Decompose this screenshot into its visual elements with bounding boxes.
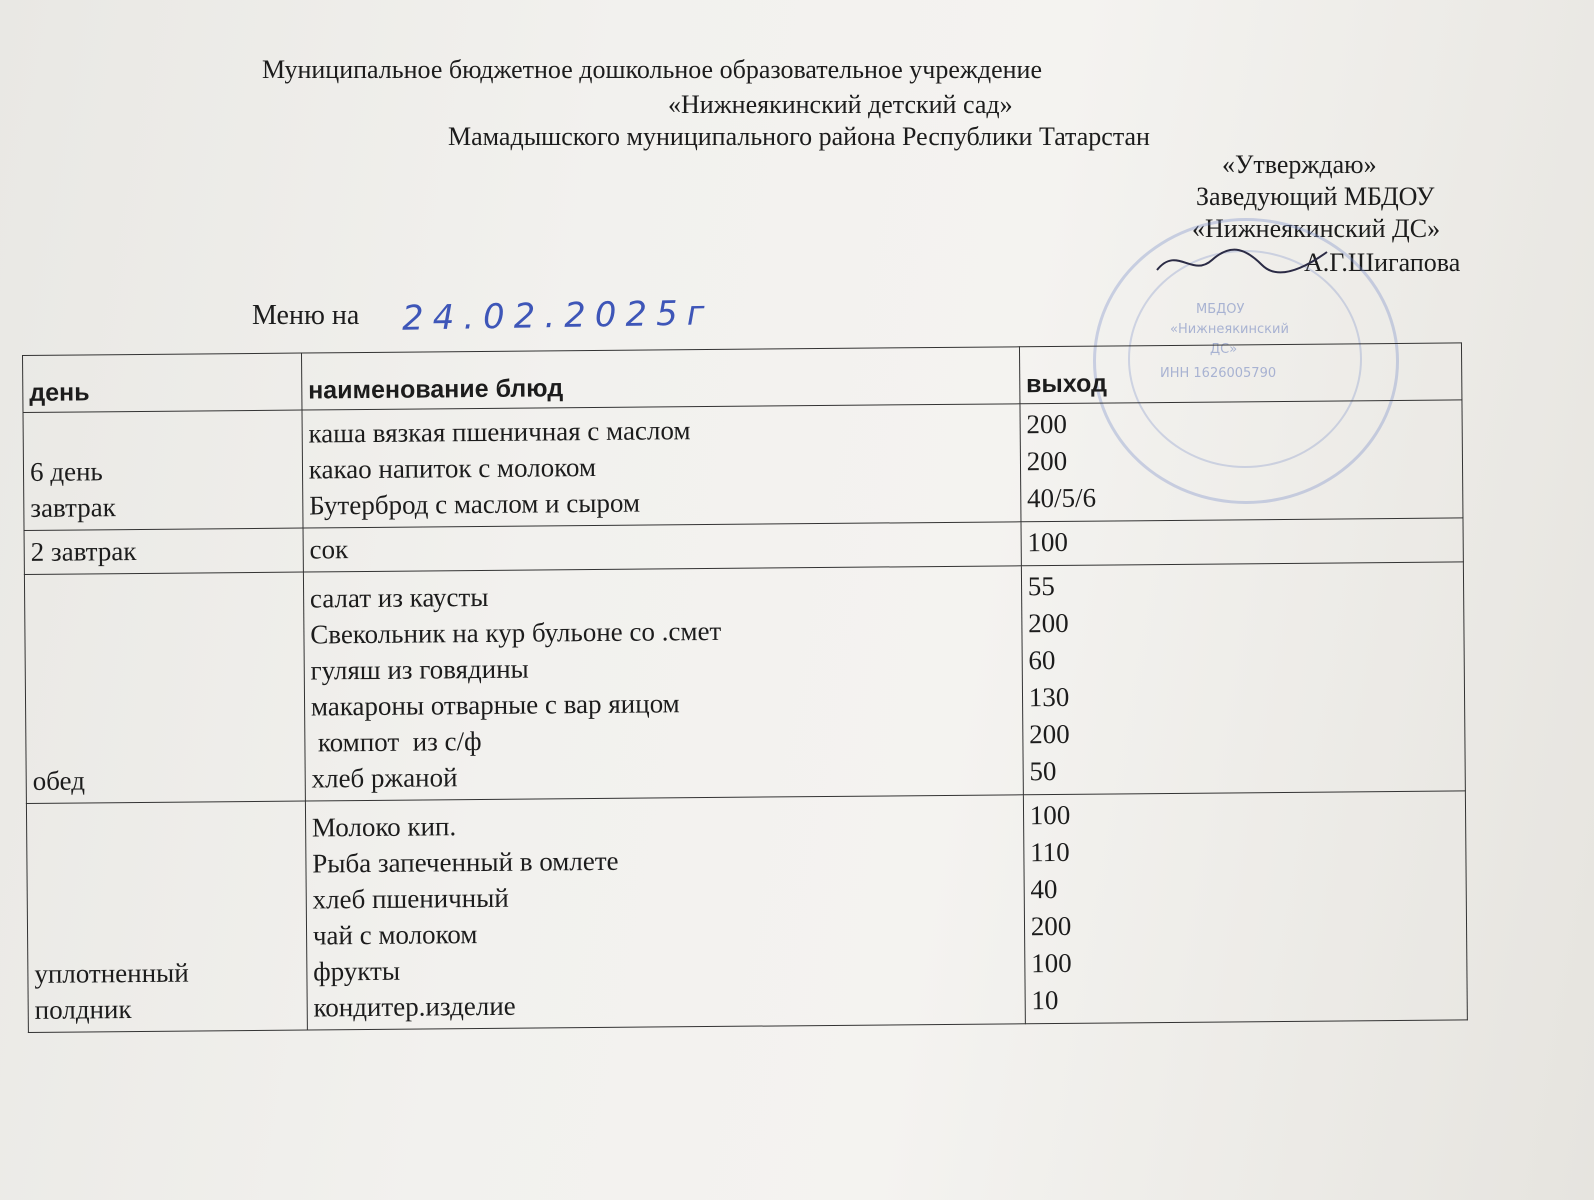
day-cell (26, 801, 307, 1032)
output-value: 10 (1031, 984, 1059, 1016)
output-value: 100 (1029, 799, 1071, 831)
output-value: 110 (1030, 836, 1070, 868)
output-value: 100 (1030, 947, 1072, 979)
dish-item: хлеб пшеничный (312, 882, 509, 915)
dish-item: гуляш из говядины (310, 653, 529, 686)
table-row-breakfast (23, 400, 1463, 531)
meal-label: завтрак (30, 492, 116, 523)
menu-date-handwritten: 24.02.2025г (401, 293, 714, 339)
table-row-afternoon-snack (26, 791, 1467, 1033)
header-output: выход (1019, 343, 1462, 404)
stamp-line-3: ДС» (1210, 342, 1238, 357)
day-cell (23, 410, 303, 530)
header-line-1: Муниципальное бюджетное дошкольное образовательное учреждение (262, 55, 1042, 84)
output-value: 200 (1028, 718, 1070, 750)
output-value: 40 (1030, 873, 1058, 905)
approval-position: Заведующий МБДОУ (1196, 182, 1435, 211)
header-line-3: Мамадышского муниципального района Республики Татарстан (448, 122, 1150, 151)
dish-cell (303, 522, 1021, 572)
day-cell (24, 528, 303, 574)
output-value: 40/5/6 (1026, 482, 1097, 514)
dish-item: Свекольник на кур бульоне со .смет (310, 615, 722, 650)
stamp-line-1: МБДОУ (1196, 302, 1245, 317)
meal-label: полдник (34, 994, 132, 1025)
dish-item: каша вязкая пшеничная с маслом (308, 415, 691, 449)
output-value: 200 (1028, 607, 1069, 639)
approval-title: «Утверждаю» (1222, 150, 1377, 179)
output-value: 130 (1028, 681, 1070, 713)
menu-table (22, 342, 1468, 1033)
dish-item: кондитер.изделие (313, 990, 516, 1023)
approval-org: «Нижнеякинский ДС» (1192, 214, 1441, 243)
stamp-inn: ИНН 1626005790 (1160, 366, 1277, 381)
dish-item: Молоко кип. (311, 811, 457, 843)
header-day: день (23, 353, 302, 412)
day-label: 6 день (29, 456, 103, 487)
dish-item: чай с молоком (312, 919, 478, 951)
dish-cell (302, 404, 1021, 528)
output-cell (1020, 400, 1463, 522)
dish-item: макароны отварные с вар яицом (310, 688, 680, 722)
stamp-line-2: «Нижнеякинский (1170, 322, 1289, 337)
output-cell (1021, 518, 1464, 566)
meal-label: обед (32, 765, 86, 796)
dish-item: фрукты (313, 955, 401, 987)
meal-label: 2 завтрак (30, 536, 137, 567)
dish-item: хлеб ржаной (311, 762, 458, 794)
day-cell (24, 572, 305, 803)
output-value: 55 (1027, 570, 1055, 602)
signature-scribble (1152, 240, 1332, 280)
dish-item: какао напиток с молоком (308, 451, 597, 485)
dish-item: Рыба запеченный в омлете (312, 845, 619, 879)
header-dish: наименование блюд (301, 347, 1019, 410)
dish-item: компот из с/ф (311, 726, 482, 758)
dish-cell (305, 795, 1025, 1030)
output-value: 50 (1029, 755, 1057, 787)
dish-cell (303, 566, 1023, 801)
output-cell (1021, 562, 1465, 795)
dish-item: Бутерброд с маслом и сыром (309, 487, 641, 521)
output-value: 60 (1028, 644, 1056, 676)
table-row-lunch (24, 562, 1465, 804)
menu-label: Меню на (252, 300, 360, 331)
output-value: 100 (1027, 526, 1069, 558)
dish-item: сок (309, 534, 349, 565)
approval-name: А.Г.Шигапова (1304, 248, 1461, 277)
output-value: 200 (1026, 445, 1068, 477)
header-line-2: «Нижнеякинский детский сад» (668, 90, 1013, 119)
output-value: 200 (1026, 408, 1068, 440)
dish-item: салат из каусты (309, 581, 489, 614)
output-cell (1023, 791, 1467, 1024)
day-label: уплотненный (34, 957, 189, 989)
output-value: 200 (1030, 910, 1072, 942)
